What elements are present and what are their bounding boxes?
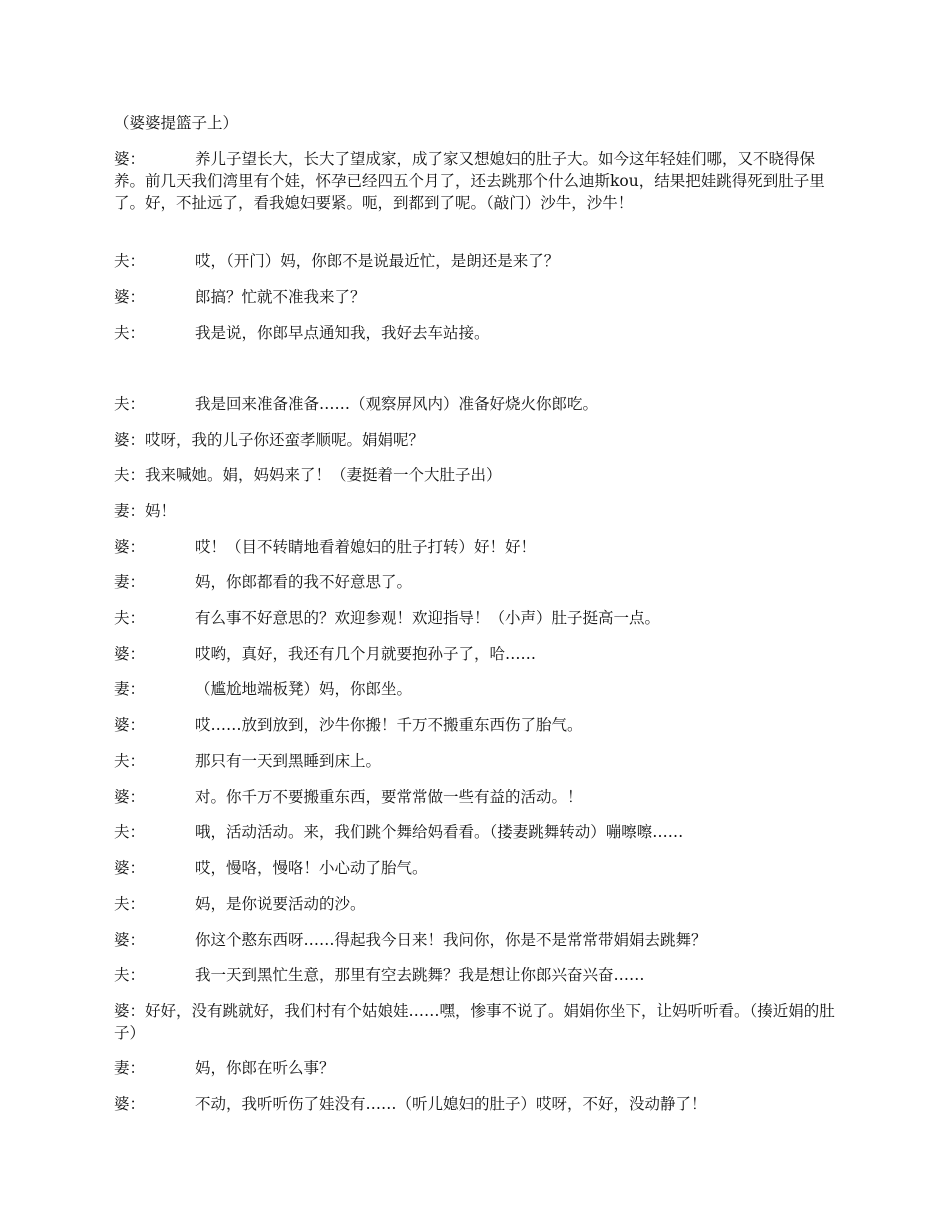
dialogue-line bbox=[114, 678, 842, 700]
dialogue-line bbox=[114, 714, 842, 736]
dialogue-line bbox=[114, 500, 842, 522]
speaker-label: 夫： bbox=[114, 752, 146, 770]
dialogue-line bbox=[114, 964, 842, 986]
line-text: 哎，慢咯，慢咯！小心动了胎气。 bbox=[195, 859, 428, 877]
dialogue-line bbox=[114, 571, 842, 593]
line-text: 郎搞？忙就不准我来了？ bbox=[195, 288, 366, 306]
speaker-label: 夫： bbox=[114, 895, 146, 913]
speaker-label: 婆： bbox=[114, 1002, 146, 1020]
line-text: 那只有一天到黑睡到床上。 bbox=[195, 752, 382, 770]
speaker-label: 妻： bbox=[114, 573, 146, 591]
speaker-label: 婆： bbox=[114, 150, 146, 168]
line-text: 妈！ bbox=[145, 502, 177, 520]
line-text: 好好，没有跳就好，我们村有个姑娘娃……嘿，惨事不说了。娟娟你坐下，让妈听听看。（揍近娟的肚子） bbox=[114, 1002, 835, 1042]
dialogue-line bbox=[114, 1093, 842, 1115]
dialogue-line bbox=[114, 607, 842, 629]
speaker-label: 婆： bbox=[114, 288, 146, 306]
line-text: 妈，是你说要活动的沙。 bbox=[195, 895, 366, 913]
speaker-label: 夫： bbox=[114, 466, 146, 484]
dialogue-line bbox=[114, 464, 842, 486]
stage-direction bbox=[114, 112, 842, 134]
line-text: 哎，（开门）妈，你郎不是说最近忙，是朗还是来了？ bbox=[195, 252, 560, 270]
speaker-label: 夫： bbox=[114, 609, 146, 627]
dialogue-line bbox=[114, 786, 842, 808]
speaker-label: 夫： bbox=[114, 395, 146, 413]
speaker-label: 婆： bbox=[114, 538, 146, 556]
dialogue-line bbox=[114, 250, 842, 272]
speaker-label: 婆： bbox=[114, 859, 146, 877]
speaker-label: 婆： bbox=[114, 716, 146, 734]
dialogue-line bbox=[114, 643, 842, 665]
speaker-label: 夫： bbox=[114, 823, 146, 841]
speaker-label: 婆： bbox=[114, 931, 146, 949]
speaker-label: 婆： bbox=[114, 645, 146, 663]
speaker-label: 夫： bbox=[114, 324, 146, 342]
dialogue-line bbox=[114, 393, 842, 415]
speaker-label: 婆： bbox=[114, 431, 146, 449]
dialogue-line bbox=[114, 1000, 842, 1044]
line-text: （婆婆提篮子上） bbox=[114, 114, 239, 132]
line-text: 妈，你郎都看的我不好意思了。 bbox=[195, 573, 413, 591]
speaker-label: 妻： bbox=[114, 680, 146, 698]
speaker-label: 婆： bbox=[114, 788, 146, 806]
dialogue-line bbox=[114, 322, 842, 344]
line-text: 不动，我听听伤了娃没有……（听儿媳妇的肚子）哎呀，不好，没动静了！ bbox=[195, 1095, 707, 1113]
speaker-label: 婆： bbox=[114, 1095, 146, 1113]
line-text: 哎……放到放到，沙牛你搬！千万不搬重东西伤了胎气。 bbox=[195, 716, 583, 734]
line-text: 对。你千万不要搬重东西，要常常做一些有益的活动。！ bbox=[195, 788, 583, 806]
dialogue-line bbox=[114, 148, 842, 214]
line-text: 我来喊她。娟，妈妈来了！（妻挺着一个大肚子出） bbox=[145, 466, 502, 484]
line-text: 有么事不好意思的？欢迎参观！欢迎指导！（小声）肚子挺高一点。 bbox=[195, 609, 661, 627]
speaker-label: 夫： bbox=[114, 966, 146, 984]
line-text: 我一天到黑忙生意，那里有空去跳舞？我是想让你郎兴奋兴奋…… bbox=[195, 966, 645, 984]
line-text: 养儿子望长大，长大了望成家，成了家又想媳妇的肚子大。如今这年轻娃们哪，又不晓得保养。前几天我们湾里有个娃，怀孕已经四五个月了，还去跳那个什么迪斯kou，结果把娃跳得死到肚子里了。好，不扯远了，看我媳妇要紧。呃，到都到了呢。（敲门）沙牛，沙牛！ bbox=[114, 150, 825, 212]
line-text: （尴尬地端板凳）妈，你郎坐。 bbox=[195, 680, 413, 698]
dialogue-line bbox=[114, 750, 842, 772]
line-text: 哎哟，真好，我还有几个月就要抱孙子了，哈…… bbox=[195, 645, 537, 663]
line-text: 我是说，你郎早点通知我，我好去车站接。 bbox=[195, 324, 490, 342]
speaker-label: 妻： bbox=[114, 1059, 146, 1077]
line-text: 你这个憨东西呀……得起我今日来！我问你，你是不是常常带娟娟去跳舞？ bbox=[195, 931, 707, 949]
dialogue-line bbox=[114, 929, 842, 951]
dialogue-line bbox=[114, 893, 842, 915]
line-text: 哎！（目不转睛地看着媳妇的肚子打转）好！好！ bbox=[195, 538, 537, 556]
dialogue-line bbox=[114, 536, 842, 558]
dialogue-line bbox=[114, 429, 842, 451]
speaker-label: 妻： bbox=[114, 502, 146, 520]
dialogue-line bbox=[114, 286, 842, 308]
dialogue-line bbox=[114, 857, 842, 879]
line-text: 哎呀，我的儿子你还蛮孝顺呢。娟娟呢？ bbox=[145, 431, 425, 449]
speaker-label: 夫： bbox=[114, 252, 146, 270]
line-text: 我是回来准备准备……（观察屏风内）准备好烧火你郎吃。 bbox=[195, 395, 599, 413]
line-text: 哦，活动活动。来，我们跳个舞给妈看看。（搂妻跳舞转动）嘣嚓嚓…… bbox=[195, 823, 684, 841]
dialogue-line bbox=[114, 1057, 842, 1079]
line-text: 妈，你郎在听么事？ bbox=[195, 1059, 335, 1077]
dialogue-line bbox=[114, 821, 842, 843]
